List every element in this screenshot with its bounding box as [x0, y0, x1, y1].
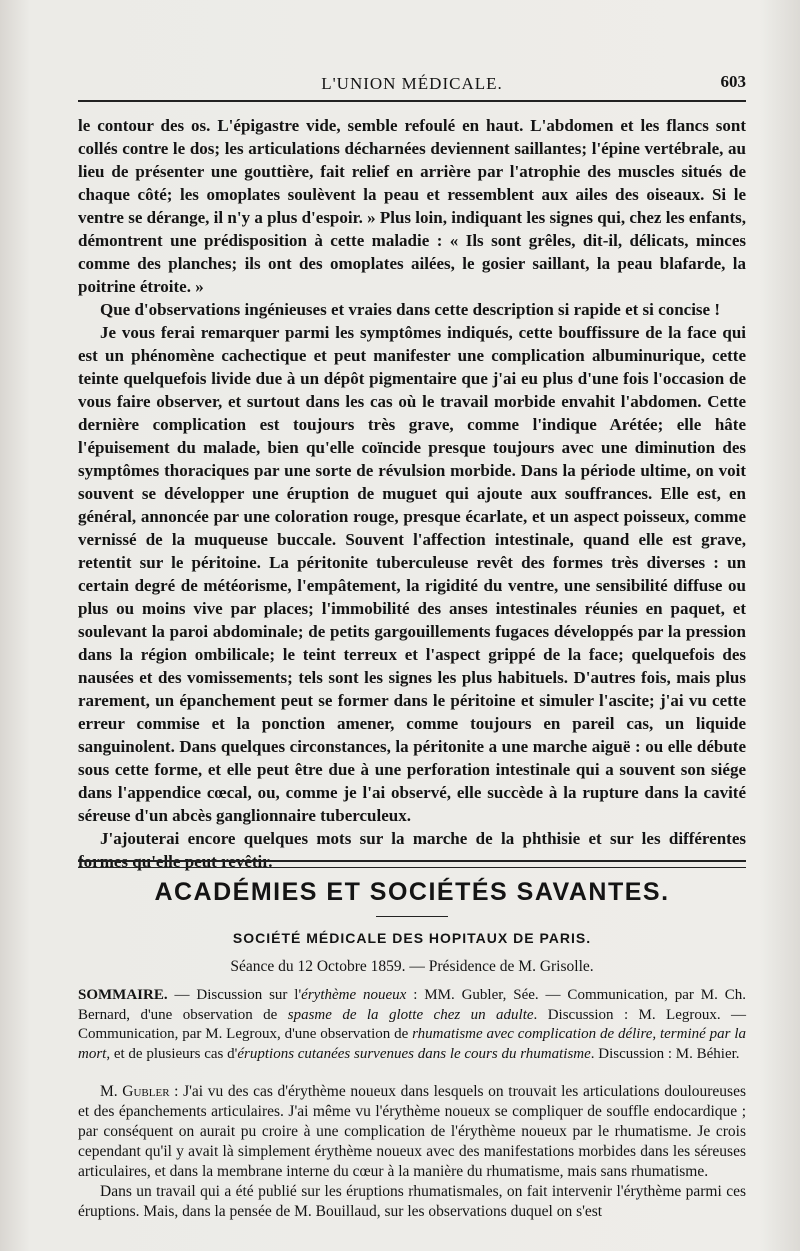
paragraph — [78, 1082, 746, 1182]
title-rule — [376, 916, 448, 917]
summary-topic: spasme de la glotte chez un adulte — [287, 1006, 534, 1023]
section-divider — [78, 860, 746, 868]
section-title: ACADÉMIES ET SOCIÉTÉS SAVANTES. — [154, 878, 670, 906]
journal-title: L'UNION MÉDICALE. — [321, 74, 503, 93]
paragraph: Dans un travail qui a été publié sur les éruptions rhumatismales, on fait intervenir l'érythème parmi ces éruptions. Mais, dans la pensée de M. Bouillaud, sur les observations duquel on s'est — [78, 1183, 746, 1220]
summary-text: , et de plusieurs cas d' — [106, 1045, 238, 1062]
summary-text: . Discussion : M. Béhier. — [590, 1045, 740, 1062]
summary-text: — Discussion sur l' — [167, 987, 302, 1003]
speaker-text: : J'ai vu des cas d'érythème noueux dans lesquels on trouvait les articulations douloureuses et des épanchements articulaires. J'ai même vu l'érythème noueux se compliquer de souffle endocardique ; par conséquent on aurait pu croire à une complication de l'érythème noueux par le rhumatisme. Je crois cependant qu'il y avait là simplement érythème noueux avec des manifestations morbides dans les séreuses articulaires, et dans la membrane interne du cœur à la manière du rhumatisme, mais sans rhumatisme. — [78, 1083, 746, 1180]
paragraph: Que d'observations ingénieuses et vraies dans cette description si rapide et si concise ! — [100, 300, 720, 319]
paragraph: Je vous ferai remarquer parmi les symptômes indiqués, cette bouffissure de la face qui est un phénomène cachectique et peut manifester une complication albuminurique, cette teinte quelquefois livide due à un dépôt pigmentaire que j'ai eu plus d'une fois l'occasion de vous faire observer, et surtout dans les cas où le travail morbide envahit l'abdomen. Cette dernière complication est toujours très grave, comme l'indique Arétée; elle hâte l'épuisement du malade, bien qu'elle coïncide presque toujours avec une diminution des symptômes thoraciques par une sorte de révulsion morbide. Dans la période ultime, on voit souvent se développer une éruption de muguet qui ajoute aux souffrances. Elle est, en général, annoncée par une coloration rouge, presque écarlate, et un aspect poisseux, comme vernissé de la muqueuse buccale. Souvent l'affection intestinale, quand elle est grave, retentit sur le péritoine. La péritonite tuberculeuse revêt des formes très diverses : un certain degré de météorisme, l'empâtement, la rigidité du ventre, une sensibilité diffuse ou plus ou moins vive par places; l'immobilité des anses intestinales réunies en paquet, et soulevant la paroi abdominale; de petits gargouillements fugaces développés par la pression dans la région ombilicale; le teint terreux et l'aspect grippé de la face; quelquefois des nausées et des vomissements; tels sont les signes les plus habituels. D'autres fois, mais plus rarement, un épanchement peut se former dans le péritoine et simuler l'ascite; j'ai vu cette erreur commise et la ponction amener, comme toujours en pareil cas, un liquide sanguinolent. Dans quelques circonstances, la péritonite a une marche aiguë : ou elle débute sous cette forme, et elle peut être due à une perforation intestinale qui a souvent son siége dans l'appendice cœcal, ou, comme je l'ai observé, elle succède à la rupture dans la cavité séreuse d'un abcès ganglionnaire tuberculeux. — [78, 323, 746, 825]
summary-text: . Discussion : M. Legroux. — Communication, par M. Legroux, d'une observation de — [78, 1006, 747, 1042]
discussion-text — [78, 1082, 746, 1222]
speaker-name: M. Gubler — [100, 1083, 170, 1100]
summary-topic: érythème noueux — [301, 987, 407, 1003]
article-body — [78, 114, 746, 873]
summary-text: : MM. Gubler, Sée. — Communication, par M. Ch. Bernard, d'une observation de — [78, 987, 746, 1023]
summary-lead: SOMMAIRE. — [78, 987, 168, 1003]
summary-topic: rhumatisme avec complication de délire, terminé par la mort — [78, 1026, 746, 1062]
page-number: 603 — [720, 72, 746, 91]
header-rule — [78, 100, 746, 102]
summary-topic: éruptions cutanées survenues dans le cours du rhumatisme — [237, 1045, 591, 1062]
society-name: SOCIÉTÉ MÉDICALE DES HOPITAUX DE PARIS. — [232, 930, 592, 946]
seance-line: Séance du 12 Octobre 1859. — Présidence de M. Grisolle. — [230, 958, 594, 975]
summary-block — [78, 986, 746, 1064]
paragraph: J'ajouterai encore quelques mots sur la marche de la phthisie et sur les différentes formes qu'elle peut revêtir. — [78, 829, 746, 871]
running-header — [78, 70, 746, 94]
paragraph: le contour des os. L'épigastre vide, semble refoulé en haut. L'abdomen et les flancs sont collés contre le dos; les articulations décharnées deviennent saillantes; l'épine vertébrale, au lieu de présenter une gouttière, fait relief en arrière par l'atrophie des muscles situés de chaque côté; les omoplates soulèvent la peau et ressemblent aux ailes des oiseaux. Si le ventre se dérange, il n'y a plus d'espoir. » Plus loin, indiquant les signes qui, chez les enfants, démontrent une prédisposition à cette maladie : « Ils sont grêles, dit-il, délicats, minces comme des planches; ils ont des omoplates ailées, le gosier saillant, la peau blafarde, la poitrine étroite. » — [78, 116, 746, 296]
